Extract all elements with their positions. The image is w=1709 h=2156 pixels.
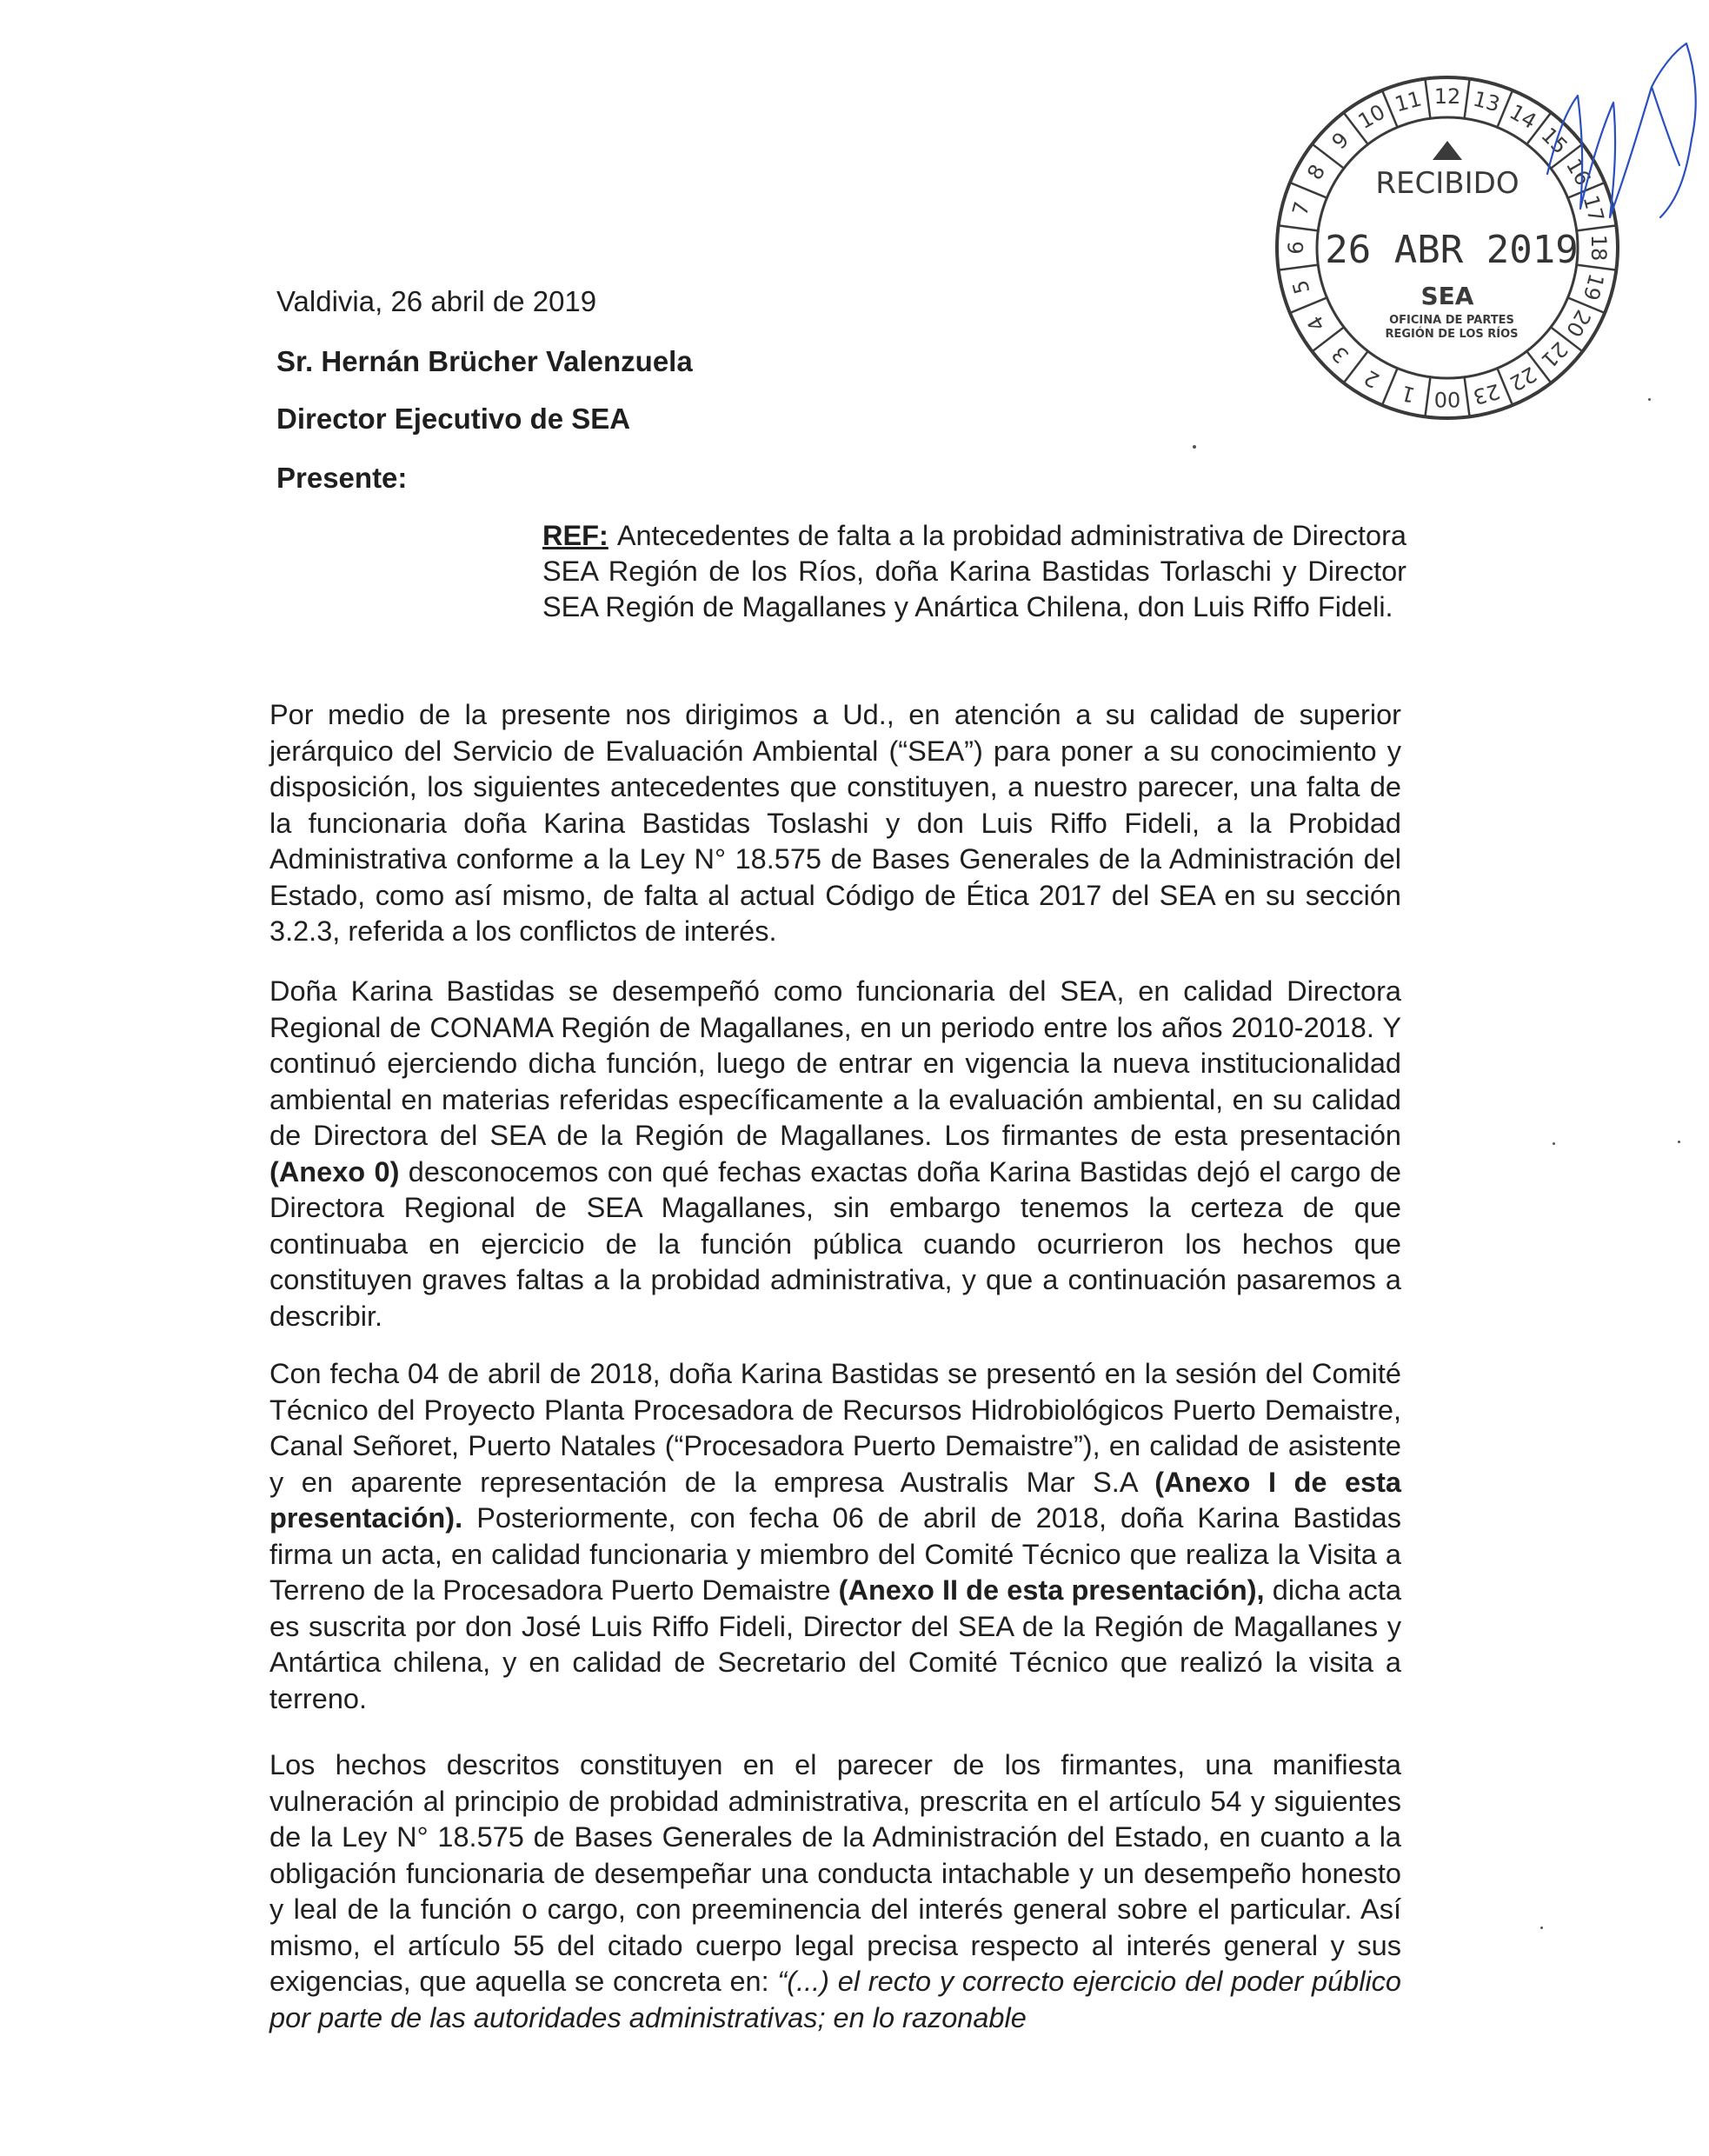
stamp-dial-number: 17: [1578, 192, 1609, 225]
paragraph-4-quote: “(...) el recto y correcto ejercicio del poder público por parte de las autoridades administrativas; en lo razonable: [269, 1966, 1402, 2033]
paragraph-3-text-b: Posteriormente, con fecha 06 de abril de 2018, doña Karina Bastidas firma un acta, en calidad funcionaria y miembro del Comité Técnico que realiza la Visita a Terreno de la Procesadora Puerto Demaistre: [269, 1502, 1401, 1606]
scan-speck: [1193, 445, 1196, 449]
place-date: Valdivia, 26 abril de 2019: [276, 285, 597, 317]
stamp-dial-number: 6: [1284, 241, 1308, 255]
stamp-dial-number: 20: [1560, 305, 1596, 342]
stamp-date: 26 ABR 2019: [1325, 228, 1579, 272]
recipient-name: Sr. Hernán Brücher Valenzuela: [276, 345, 693, 377]
stamp-dial-number: 13: [1470, 86, 1503, 117]
stamp-dial-number: 14: [1505, 99, 1541, 135]
stamp-office-line2: REGIÓN DE LOS RÍOS: [1385, 328, 1519, 341]
paragraph-3-text-c: dicha acta es suscrita por don José Luis Riffo Fideli, Director del SEA de la Región de Magallanes y Antártica chilena, y en calidad de Secretario del Comité Técnico que realizó la visita a terreno.: [269, 1574, 1402, 1714]
stamp-dial-number: 4: [1302, 311, 1331, 336]
stamp-dial-divider: [1279, 225, 1319, 230]
scan-speck: [1540, 1926, 1543, 1929]
paragraph-4: [269, 1747, 1401, 2036]
stamp-dial-number: 5: [1287, 277, 1315, 297]
annex-0-ref: (Anexo 0): [269, 1155, 400, 1188]
recipient-title: Director Ejecutivo de SEA: [276, 403, 631, 435]
stamp-label: RECIBIDO: [1375, 166, 1519, 201]
stamp-dial-divider: [1465, 79, 1470, 119]
paragraph-2: [269, 974, 1401, 1334]
stamp-dial-divider: [1382, 369, 1398, 405]
stamp-dial-number: 11: [1392, 86, 1425, 117]
triangle-icon: [1433, 141, 1462, 160]
stamp-dial-divider: [1425, 377, 1430, 417]
stamp-dial-number: 21: [1536, 336, 1573, 373]
stamp-dial-number: 19: [1578, 270, 1609, 303]
stamp-dial-divider: [1290, 297, 1327, 313]
ref-label: REF:: [542, 520, 608, 551]
stamp-dial-number: 12: [1433, 84, 1461, 109]
stamp-dial-number: 18: [1586, 234, 1611, 262]
handwritten-signature: [1530, 35, 1704, 296]
stamp-dial-number: 22: [1505, 361, 1541, 396]
stamp-dial-divider: [1425, 79, 1430, 119]
stamp-dial-divider: [1279, 265, 1319, 270]
scan-speck: [1678, 1141, 1680, 1143]
stamp-org: SEA: [1420, 282, 1474, 310]
salutation: Presente:: [276, 462, 408, 494]
stamp-dial-number: 3: [1327, 341, 1354, 369]
stamp-dial-number: 2: [1360, 364, 1384, 393]
scan-speck: [1648, 398, 1651, 401]
stamp-dial-number: 16: [1560, 154, 1596, 190]
reference-block: [542, 518, 1406, 625]
paragraph-4-text: Los hechos descritos constituyen en el parecer de los firmantes, una manifiesta vulneración al principio de probidad administrativa, prescrita en el artículo 54 y siguientes de la Ley N° 18.575 de Bases Generales de la Administración del Estado, en cuanto a la obligación funcionaria de desempeñar una conducta intachable y un desempeño honesto y leal de la función o cargo, con preeminencia del interés general sobre el particular. Así mismo, el artículo 55 del citado cuerpo legal precisa respecto al interés general y sus exigencias, que aquella se concreta en:: [269, 1749, 1401, 1997]
stamp-office-line1: OFICINA DE PARTES: [1389, 314, 1514, 327]
stamp-dial-number: 00: [1433, 387, 1461, 411]
annex-1-ref: (Anexo I de esta presentación).: [269, 1466, 1401, 1534]
paragraph-3-text-a: Con fecha 04 de abril de 2018, doña Karina Bastidas se presentó en la sesión del Comité Técnico del Proyecto Planta Procesadora de Recursos Hidrobiológicos Puerto Demaistre, Canal Señoret, Puerto Natales (“Procesadora Puerto Demaistre”), en calidad de asistente y en aparente representación de la empresa Australis Mar S.A: [269, 1358, 1401, 1498]
stamp-dial-number: 9: [1327, 127, 1354, 155]
stamp-dial-number: 1: [1398, 380, 1418, 408]
annex-2-ref: (Anexo II de esta presentación),: [838, 1574, 1265, 1606]
paragraph-2-text-a: Doña Karina Bastidas se desempeñó como funcionaria del SEA, en calidad Directora Regional de CONAMA Región de Magallanes, en un periodo entre los años 2010-2018. Y continuó ejerciendo dicha función, luego de entrar en vigencia la nueva institucionalidad ambiental en materias referidas específicamente a la evaluación ambiental, en su calidad de Directora del SEA de la Región de Magallanes. Los firmantes de esta presentación: [269, 975, 1401, 1151]
stamp-dial-number: 7: [1287, 198, 1315, 218]
stamp-dial-number: 8: [1302, 160, 1331, 184]
stamp-dial-divider: [1290, 183, 1327, 198]
scan-speck: [1553, 1142, 1555, 1145]
stamp-dial-number: 15: [1536, 123, 1573, 159]
ref-text: Antecedentes de falta a la probidad administrativa de Directora SEA Región de los Ríos, doña Karina Bastidas Torlaschi y Director SEA Región de Magallanes y Anártica Chilena, don Luis Riffo Fideli.: [542, 520, 1406, 622]
stamp-dial-number: 10: [1353, 99, 1390, 135]
stamp-dial-divider: [1465, 377, 1470, 417]
paragraph-3: [269, 1356, 1401, 1717]
paragraph-2-text-b: desconocemos con qué fechas exactas doña Karina Bastidas dejó el cargo de Directora Regional de SEA Magallanes, sin embargo tenemos la certeza de que continuaba en ejercicio de la función pública cuando ocurrieron los hechos que constituyen graves faltas a la probidad administrativa, y que a continuación pasaremos a describir.: [269, 1155, 1401, 1332]
paragraph-1: Por medio de la presente nos dirigimos a Ud., en atención a su calidad de superior jerárquico del Servicio de Evaluación Ambiental (“SEA”) para poner a su conocimiento y disposición, los siguientes antecedentes que constituyen, a nuestro parecer, una falta de la funcionaria doña Karina Bastidas Toslashi y don Luis Riffo Fideli, a la Probidad Administrativa conforme a la Ley N° 18.575 de Bases Generales de la Administración del Estado, como así mismo, de falta al actual Código de Ética 2017 del SEA en su sección 3.2.3, referida a los conflictos de interés.: [269, 699, 1401, 947]
stamp-dial-number: 23: [1470, 378, 1503, 409]
